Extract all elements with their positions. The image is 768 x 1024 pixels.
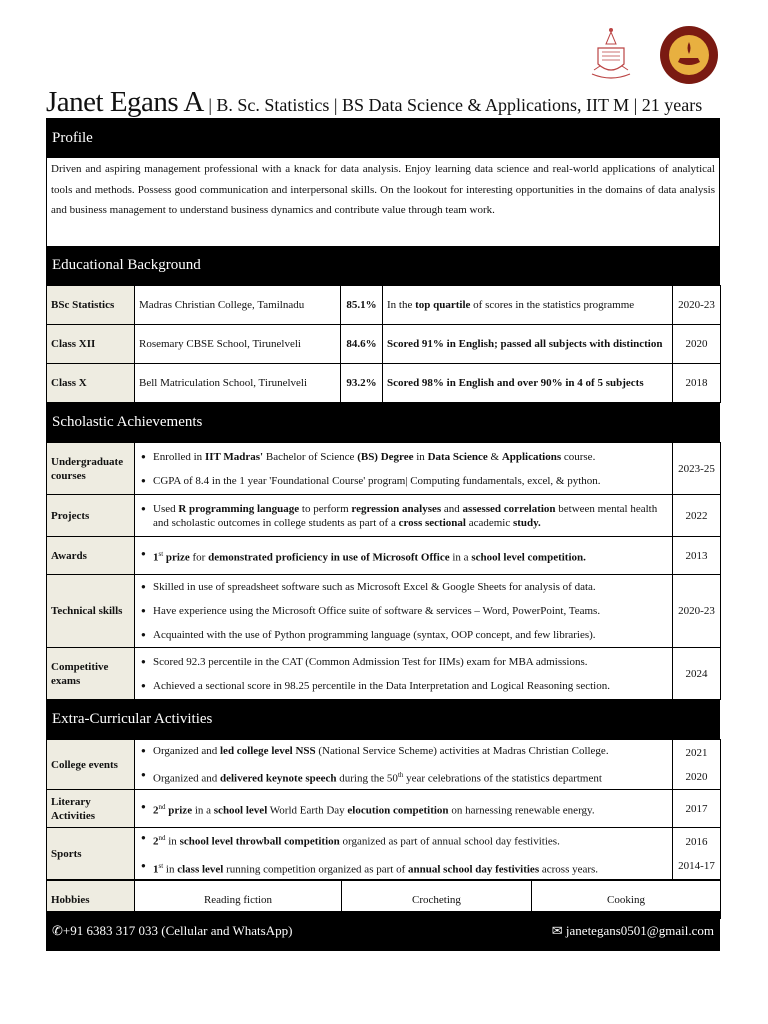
education-note: [383, 364, 673, 403]
superscript: th: [397, 770, 404, 779]
row-label: Literary Activities: [47, 790, 135, 828]
row-label: Awards: [47, 537, 135, 575]
text-bold: demonstrated proficiency in use of Microsoft Office: [208, 551, 450, 564]
bullet-item: ● Achieved a sectional score in 98.25 percentile in the Data Interpretation and Logical Reasoning section.: [153, 679, 668, 693]
row-content: [135, 790, 673, 828]
row-year: 2017: [673, 790, 721, 828]
text: organized as part of annual school day festivities.: [339, 835, 560, 848]
text-bold: elocution competition: [347, 804, 449, 817]
bullet-item: [153, 744, 668, 758]
text-bold: 2: [153, 835, 159, 848]
logos: [580, 24, 720, 86]
profile-text: Driven and aspiring management professional with a knack for data analysis. Enjoy learning data science and real-world applications of analytical tools and methods. Possess good communication and interpersonal skills. On the lookout for interesting opportunities in the domains of data analysis and business management to understand business dynamics and contribute value through team work.: [46, 158, 720, 246]
row-content: [135, 537, 673, 575]
email-contact[interactable]: [552, 923, 714, 939]
text-bold: annual school day festivities: [408, 863, 540, 876]
text: year celebrations of the statistics department: [403, 772, 602, 785]
row-year: 2024: [673, 648, 721, 700]
education-score: 93.2%: [341, 364, 383, 403]
education-note-bold: top quartile: [415, 299, 471, 311]
row-content: [135, 495, 673, 537]
text-bold: study.: [512, 516, 541, 529]
superscript: st: [158, 549, 164, 558]
text: in: [163, 863, 178, 876]
text: running competition organized as part of: [223, 863, 408, 876]
row-year: 2023-25: [673, 443, 721, 495]
text: in: [413, 450, 428, 463]
row-year: 2020-23: [673, 575, 721, 648]
education-year: 2020: [673, 325, 721, 364]
text-bold: led college level NSS: [220, 744, 316, 757]
row-label: Sports: [47, 828, 135, 880]
row-label: Hobbies: [47, 881, 135, 919]
text: Enrolled in: [153, 450, 205, 463]
text-bold: school level throwball competition: [179, 835, 340, 848]
text-bold: prize: [165, 804, 193, 817]
text: Used: [153, 502, 179, 515]
section-header-education: Educational Background: [46, 246, 720, 285]
text: to perform: [299, 502, 352, 515]
education-note-bold: Scored 98% in English and over 90% in 4 of 5 subjects: [387, 377, 644, 389]
row-content: [135, 740, 673, 790]
text-bold: IIT Madras': [204, 450, 264, 463]
row-year: [673, 740, 721, 790]
education-score: 84.6%: [341, 325, 383, 364]
phone-icon: ✆: [52, 923, 63, 938]
education-row: [47, 364, 721, 403]
text: course.: [561, 450, 596, 463]
phone-number: +91 6383 317 033 (Cellular and WhatsApp): [62, 923, 293, 938]
header-details: | B. Sc. Statistics | BS Data Science & Applications, IIT M | 21 years: [203, 95, 703, 115]
text: &: [487, 450, 502, 463]
extra-row-college-events: [47, 740, 721, 790]
text-bold: (BS) Degree: [357, 450, 414, 463]
text: during the 50: [336, 772, 398, 785]
text: in a: [449, 551, 472, 564]
text-bold: 1: [153, 863, 159, 876]
text: in: [165, 835, 180, 848]
candidate-name: Janet Egans A: [46, 86, 204, 118]
row-year-1: 2016: [685, 835, 708, 848]
education-table: [46, 285, 721, 403]
education-note-text: of scores in the statistics programme: [470, 299, 635, 311]
bullet-item: [153, 502, 668, 530]
bullet-item: [153, 450, 668, 464]
row-year-1: 2021: [685, 746, 708, 759]
scholastic-row-projects: [47, 495, 721, 537]
resume-sheet: [46, 118, 720, 919]
text: (National Service Scheme) activities at Madras Christian College.: [315, 744, 609, 757]
extra-row-sports: [47, 828, 721, 880]
college-crest-logo: [580, 24, 642, 86]
education-note-bold: Scored 91% in English; passed all subjects with distinction: [387, 338, 663, 350]
row-content: [135, 648, 673, 700]
text: Organized and: [153, 772, 220, 785]
text-bold: regression analyses: [351, 502, 442, 515]
education-note: [383, 286, 673, 325]
bullet-item: ● Scored 92.3 percentile in the CAT (Common Admission Test for IIMs) exam for MBA admissions.: [153, 655, 668, 669]
text: across years.: [539, 863, 599, 876]
education-note-text: In the: [387, 299, 416, 311]
row-content: [135, 443, 673, 495]
row-year: 2022: [673, 495, 721, 537]
education-school: Madras Christian College, Tamilnadu: [135, 286, 341, 325]
text-bold: R programming language: [178, 502, 300, 515]
row-label: Technical skills: [47, 575, 135, 648]
phone-contact: [52, 923, 292, 939]
bullet-item: [153, 831, 668, 849]
superscript: nd: [158, 802, 166, 811]
row-year-2: 2020: [685, 770, 708, 783]
text: Bachelor of Science: [263, 450, 358, 463]
scholastic-row-awards: [47, 537, 721, 575]
row-content: [135, 575, 673, 648]
education-school: Rosemary CBSE School, Tirunelveli: [135, 325, 341, 364]
education-label: BSc Statistics: [47, 286, 135, 325]
bullet-item: ● Have experience using the Microsoft Office suite of software & services – Word, PowerPoint, Teams.: [153, 604, 668, 618]
bullet-item: ● Acquainted with the use of Python programming language (syntax, OOP concept, and few libraries).: [153, 628, 668, 642]
text: on harnessing renewable energy.: [448, 804, 595, 817]
bullet-item: [153, 800, 668, 818]
bullet-item: [153, 768, 668, 786]
education-row: [47, 286, 721, 325]
text-bold: cross sectional: [398, 516, 466, 529]
education-row: [47, 325, 721, 364]
iit-madras-logo: [658, 24, 720, 86]
text-bold: delivered keynote speech: [220, 772, 337, 785]
row-label: Undergraduate courses: [47, 443, 135, 495]
hobby-item: Crocheting: [342, 881, 532, 919]
bullet-item: ● Skilled in use of spreadsheet software such as Microsoft Excel & Google Sheets for analysis of data.: [153, 580, 668, 594]
row-label: Competitive exams: [47, 648, 135, 700]
resume-header: [46, 86, 726, 119]
row-year: 2013: [673, 537, 721, 575]
text: between mental health and scholastic outcomes in college students as part of a: [153, 502, 658, 529]
row-year-2: 2014-17: [678, 859, 715, 872]
text-bold: class level: [177, 863, 224, 876]
text-bold: assessed correlation: [462, 502, 556, 515]
text: academic: [465, 516, 513, 529]
section-header-scholastic: Scholastic Achievements: [46, 403, 720, 442]
education-note: [383, 325, 673, 364]
row-label: Projects: [47, 495, 135, 537]
bullet-item: ● CGPA of 8.4 in the 1 year 'Foundational Course' program| Computing fundamentals, excel, & python.: [153, 474, 668, 488]
text-bold: school level: [213, 804, 268, 817]
education-label: Class X: [47, 364, 135, 403]
hobby-item: Reading fiction: [135, 881, 342, 919]
bullet-item: [153, 547, 668, 565]
hobby-item: Cooking: [532, 881, 721, 919]
scholastic-table: [46, 442, 721, 700]
text-bold: school level competition.: [471, 551, 586, 564]
scholastic-row-competitive-exams: [47, 648, 721, 700]
row-label: College events: [47, 740, 135, 790]
text-bold: Applications: [501, 450, 562, 463]
envelope-icon: ✉: [551, 923, 563, 938]
education-school: Bell Matriculation School, Tirunelveli: [135, 364, 341, 403]
superscript: nd: [158, 833, 166, 842]
bullet-item: [153, 859, 668, 877]
text: and: [441, 502, 463, 515]
section-header-extra: Extra-Curricular Activities: [46, 700, 720, 739]
education-score: 85.1%: [341, 286, 383, 325]
text-bold: Data Science: [427, 450, 488, 463]
section-header-profile: Profile: [46, 118, 720, 158]
scholastic-row-technical-skills: [47, 575, 721, 648]
row-content: [135, 828, 673, 880]
text: for: [189, 551, 209, 564]
text: World Earth Day: [267, 804, 348, 817]
education-label: Class XII: [47, 325, 135, 364]
scholastic-row-undergraduate: [47, 443, 721, 495]
contact-footer: [46, 911, 720, 951]
text: Organized and: [153, 744, 220, 757]
email-address[interactable]: janetegans0501@gmail.com: [565, 923, 714, 938]
text-bold: 1: [153, 551, 159, 564]
education-year: 2018: [673, 364, 721, 403]
extra-row-literary: [47, 790, 721, 828]
text-bold: 2: [153, 804, 159, 817]
education-year: 2020-23: [673, 286, 721, 325]
row-year: [673, 828, 721, 880]
extra-table: [46, 739, 721, 880]
superscript: st: [158, 861, 164, 870]
text-bold: prize: [163, 551, 190, 564]
text: in a: [192, 804, 214, 817]
